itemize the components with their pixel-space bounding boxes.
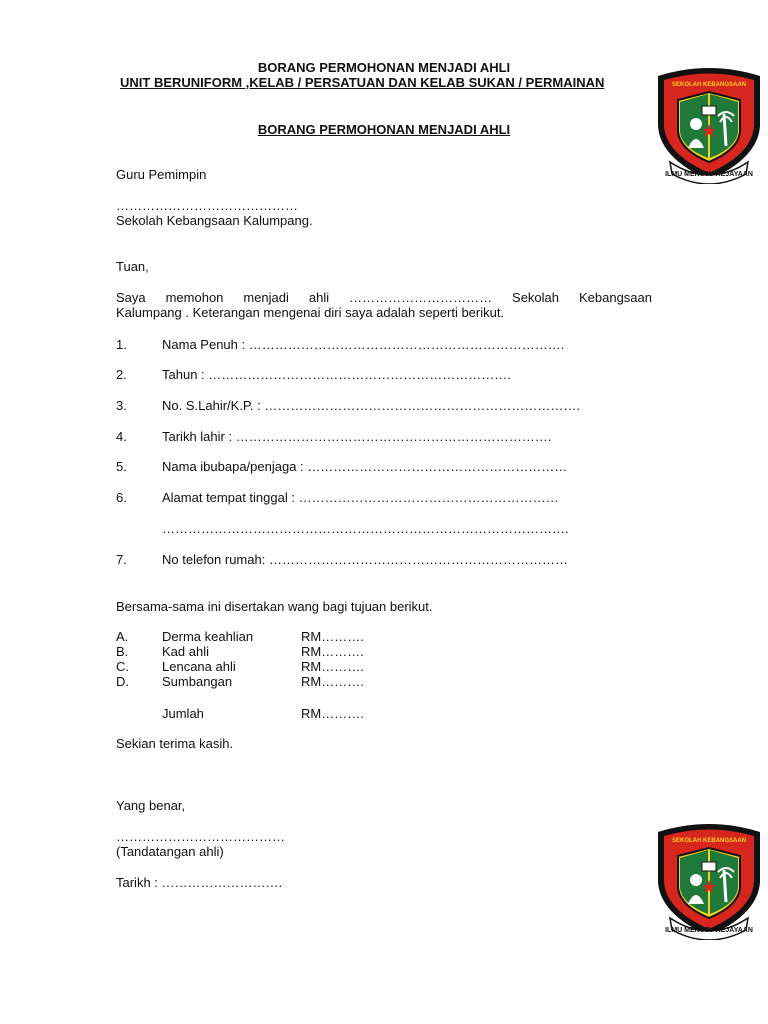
payment-letter: D. <box>116 674 129 689</box>
payment-letter: A. <box>116 629 129 644</box>
field-num: 1. <box>116 337 127 352</box>
field-address-cont: …………………………………………………………………………………. <box>162 521 569 536</box>
total-label: Jumlah <box>162 706 204 721</box>
payment-intro: Bersama-sama ini disertakan wang bagi tujuan berikut. <box>116 599 433 614</box>
payment-letter: B. <box>116 644 129 659</box>
field-phone: No telefon rumah: …………………………………………………………… <box>162 552 568 567</box>
field-num: 2. <box>116 367 127 382</box>
signature-line: ………………………………… <box>116 829 285 844</box>
payment-amount: RM………. <box>301 674 364 689</box>
field-address: Alamat tempat tinggal : …………………………………………………… <box>162 490 559 505</box>
salutation: Tuan, <box>116 259 149 274</box>
crest-top-text: SEKOLAH KEBANGSAAN <box>671 838 747 844</box>
field-full-name: Nama Penuh : ………………………………………………………………. <box>162 337 565 352</box>
date-field: Tarikh : ………………………. <box>116 875 283 890</box>
field-birth-date: Tarikh lahir : ………………………………………………………………. <box>162 429 552 444</box>
payment-label: Sumbangan <box>162 674 233 689</box>
field-num: 3. <box>116 398 127 413</box>
field-year: Tahun : ……………………………………………………………. <box>162 367 511 382</box>
signoff-yours: Yang benar, <box>116 798 186 813</box>
payment-amount: RM………. <box>301 659 364 674</box>
field-num: 7. <box>116 552 127 567</box>
total-amount: RM………. <box>301 706 364 721</box>
crest-motto: ILMU MENUJU KEJAYAAN <box>665 171 753 178</box>
field-guardian-name: Nama ibubapa/penjaga : …………………………………………………… <box>162 459 568 474</box>
closing: Sekian terima kasih. <box>116 736 234 751</box>
address-line3: Sekolah Kebangsaan Kalumpang. <box>116 213 313 228</box>
intro-line1: Saya memohon menjadi ahli …………………………… Sekolah Kebangsaan <box>116 290 652 305</box>
payment-amount: RM………. <box>301 629 364 644</box>
crest-top-text: SEKOLAH KEBANGSAAN <box>671 82 747 88</box>
address-line2: …………………………………… <box>116 198 298 213</box>
school-crest-bottom <box>650 822 768 943</box>
payment-label: Derma keahlian <box>162 629 254 644</box>
title-subtitle: UNIT BERUNIFORM ,KELAB / PERSATUAN DAN KELAB SUKAN / PERMAINAN <box>120 75 605 90</box>
payment-amount: RM………. <box>301 644 364 659</box>
school-crest-top <box>650 66 768 187</box>
signature-label: (Tandatangan ahli) <box>116 844 224 859</box>
field-birth-cert: No. S.Lahir/K.P. : ………………………………………………………………. <box>162 398 580 413</box>
payment-letter: C. <box>116 659 129 674</box>
address-line1: Guru Pemimpin <box>116 167 207 182</box>
field-num: 6. <box>116 490 127 505</box>
intro-line2: Kalumpang . Keterangan mengenai diri saya adalah seperti berikut. <box>116 305 505 320</box>
title-main: BORANG PERMOHONAN MENJADI AHLI <box>257 60 511 75</box>
crest-motto: ILMU MENUJU KEJAYAAN <box>665 927 753 934</box>
field-num: 5. <box>116 459 127 474</box>
title-form: BORANG PERMOHONAN MENJADI AHLI <box>257 122 511 137</box>
payment-label: Kad ahli <box>162 644 209 659</box>
field-num: 4. <box>116 429 127 444</box>
payment-label: Lencana ahli <box>162 659 236 674</box>
